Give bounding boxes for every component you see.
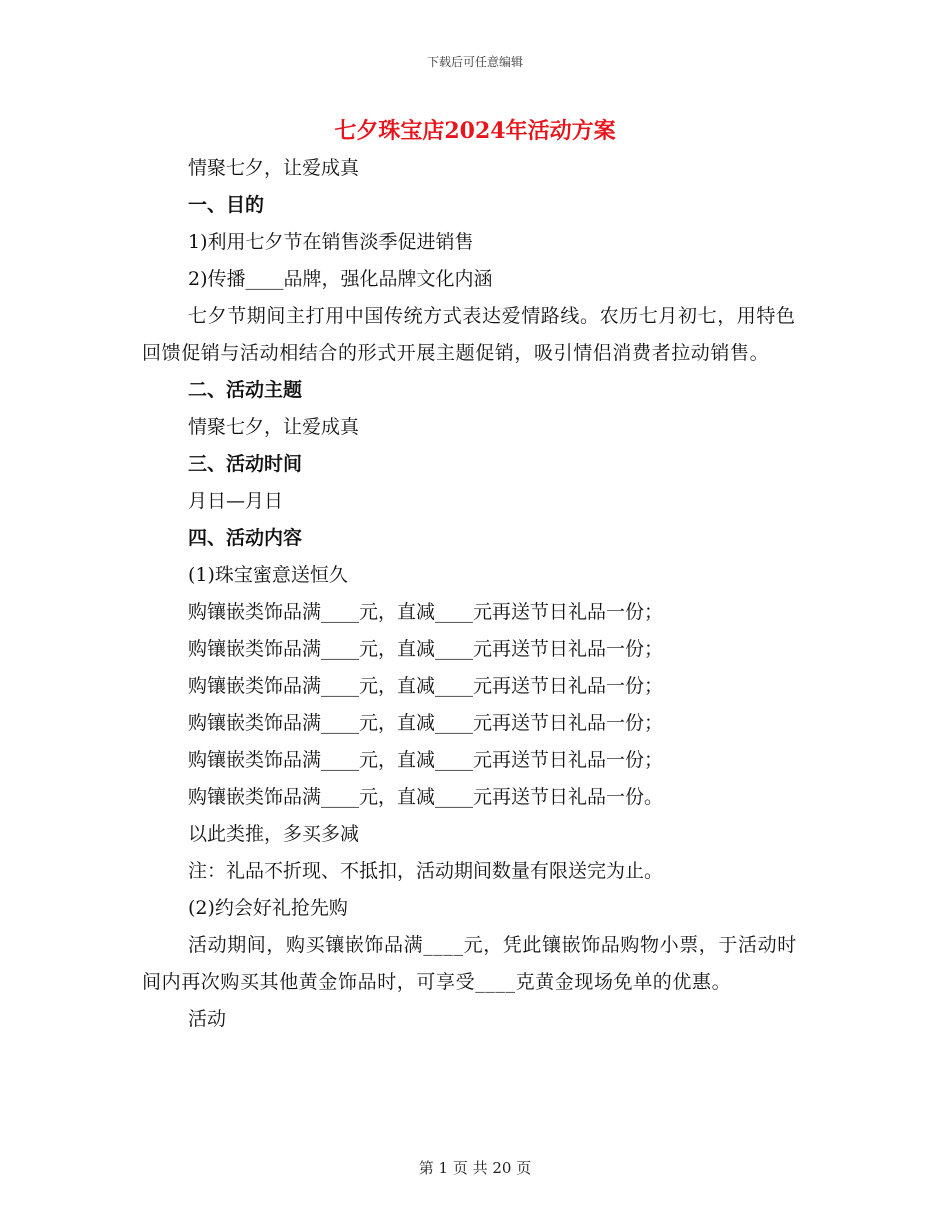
discount-rule: 购镶嵌类饰品满____元，直减____元再送节日礼品一份； [188, 675, 664, 697]
section-heading-content: 四、活动内容 [188, 527, 303, 549]
date-gift-paragraph: 活动期间，购买镶嵌饰品满____元，凭此镶嵌饰品购物小票，于活动时间内再次购买其他黄金饰品时，可享受____克黄金现场免单的优惠。 [142, 934, 797, 993]
discount-rule: 购镶嵌类饰品满____元，直减____元再送节日礼品一份； [188, 601, 664, 623]
slogan-line: 情聚七夕，让爱成真 [188, 157, 360, 179]
content-subheading-1: (1)珠宝蜜意送恒久 [188, 564, 348, 586]
discount-rule: 购镶嵌类饰品满____元，直减____元再送节日礼品一份； [188, 712, 664, 734]
purpose-item-1: 1)利用七夕节在销售淡季促进销售 [188, 231, 474, 253]
theme-text: 情聚七夕，让爱成真 [188, 416, 360, 438]
section-heading-theme: 二、活动主题 [188, 379, 303, 401]
analogy-line: 以此类推，多买多减 [188, 823, 360, 845]
time-text: 月日—月日 [188, 490, 284, 512]
trailing-line: 活动 [188, 1008, 227, 1030]
page-footer: 第 1 页 共 20 页 [418, 1159, 532, 1177]
discount-rule: 购镶嵌类饰品满____元，直减____元再送节日礼品一份； [188, 638, 664, 660]
note-line: 注：礼品不折现、不抵扣，活动期间数量有限送完为止。 [188, 860, 664, 882]
discount-rule: 购镶嵌类饰品满____元，直减____元再送节日礼品一份。 [188, 786, 664, 808]
document-body [142, 150, 802, 1038]
page-header: 下载后可任意编辑 [426, 55, 523, 69]
content-subheading-2: (2)约会好礼抢先购 [188, 897, 348, 919]
section-heading-time: 三、活动时间 [188, 453, 303, 475]
section-heading-purpose: 一、目的 [188, 194, 265, 216]
purpose-paragraph: 七夕节期间主打用中国传统方式表达爱情路线。农历七月初七，用特色回馈促销与活动相结合的形式开展主题促销，吸引情侣消费者拉动销售。 [142, 305, 796, 364]
document-title: 七夕珠宝店2024年活动方案 [334, 118, 616, 144]
purpose-item-2: 2)传播____品牌，强化品牌文化内涵 [188, 268, 493, 290]
discount-rule: 购镶嵌类饰品满____元，直减____元再送节日礼品一份； [188, 749, 664, 771]
